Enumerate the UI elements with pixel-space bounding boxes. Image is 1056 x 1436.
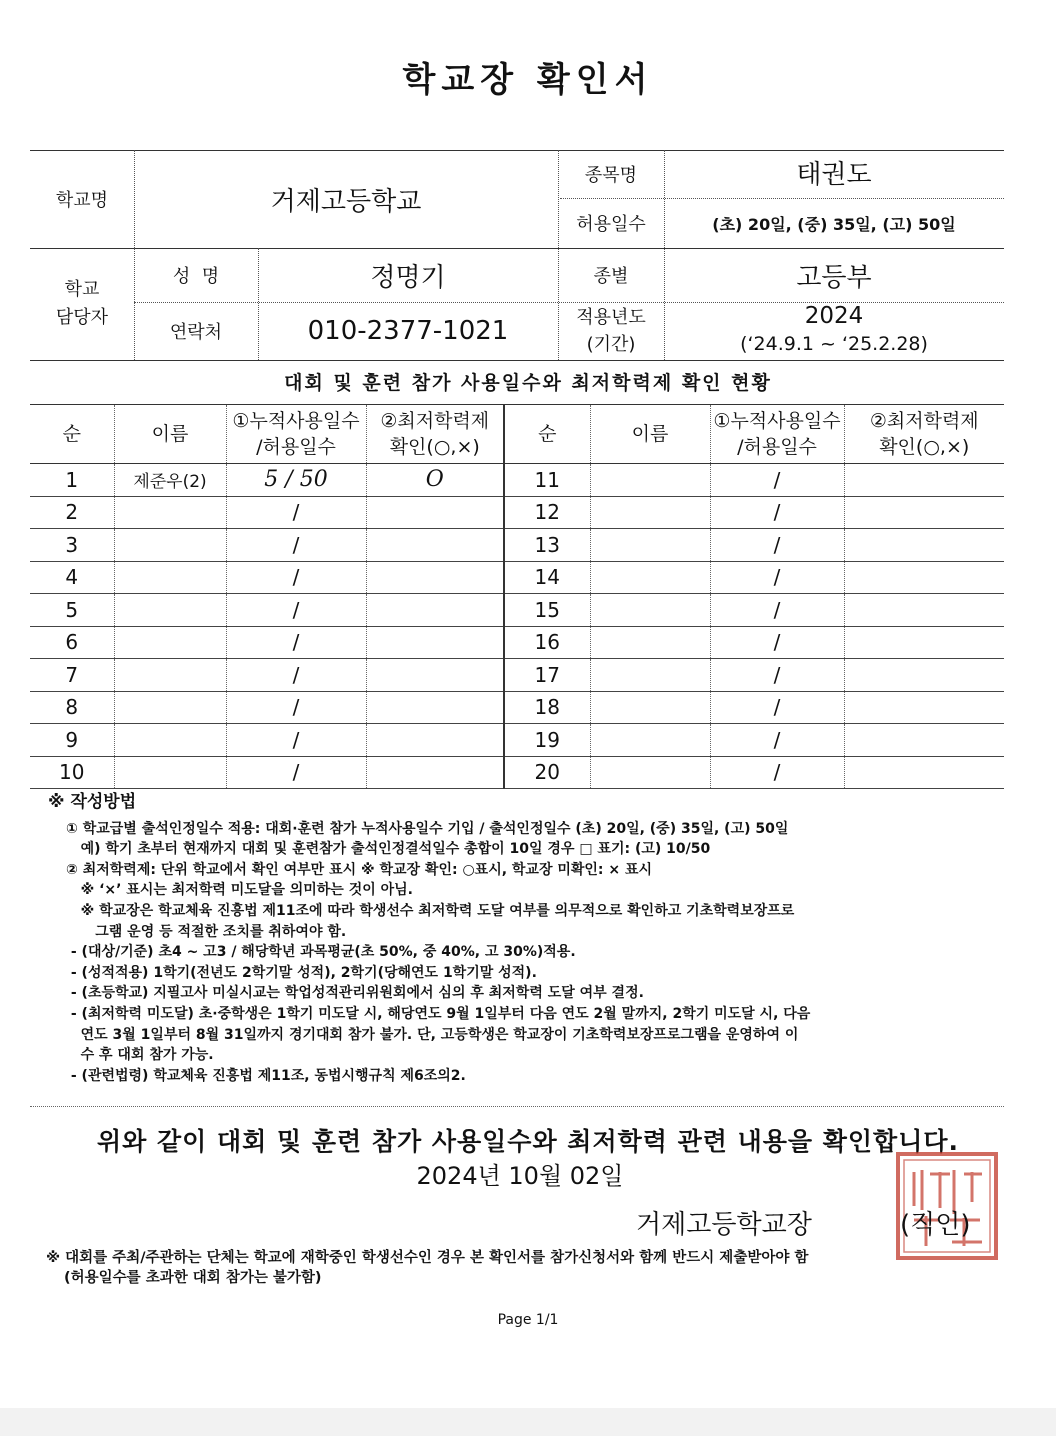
- row-days-cell: /: [226, 594, 366, 627]
- table-row: [30, 529, 1004, 562]
- row-no-cell: 19: [504, 724, 590, 757]
- table-row: [30, 561, 1004, 594]
- row-days-cell: /: [710, 529, 844, 562]
- footnote-line-2: (허용일수를 초과한 대회 참가는 불가함): [64, 1270, 322, 1286]
- row-name-cell: [114, 626, 226, 659]
- row-days-cell: /: [226, 724, 366, 757]
- row-days-cell: /: [710, 626, 844, 659]
- note-line: ※ 학교장은 학교체육 진흥법 제11조에 따라 학생선수 최저학력 도달 여부를 의무적으로 확인하고 기초학력보장프로: [66, 902, 795, 919]
- row-name-cell: [590, 724, 710, 757]
- row-check-cell: [366, 626, 504, 659]
- row-no-cell: 17: [504, 659, 590, 692]
- row-name-cell: [590, 561, 710, 594]
- row-check-cell: [844, 659, 1004, 692]
- col-no-2: 순: [504, 405, 590, 464]
- row-no-cell: 6: [30, 626, 114, 659]
- row-name-cell: [590, 659, 710, 692]
- row-name-cell: [114, 529, 226, 562]
- school-label: 학교명: [55, 190, 109, 211]
- row-no-cell: 7: [30, 659, 114, 692]
- row-check-cell: [844, 496, 1004, 529]
- row-check-cell: [844, 756, 1004, 789]
- row-days-cell: /: [710, 561, 844, 594]
- note-line: ※ ‘×’ 표시는 최저학력 미도달을 의미하는 것이 아님.: [66, 882, 413, 899]
- col-days-2: ①누적사용일수 /허용일수: [710, 405, 844, 464]
- row-name-cell: [114, 691, 226, 724]
- table-row: [30, 756, 1004, 789]
- row-name-cell: [590, 529, 710, 562]
- row-check-cell: [366, 659, 504, 692]
- row-days-cell: /: [226, 659, 366, 692]
- row-no-cell: 11: [504, 464, 590, 497]
- note-line: - (초등학교) 지필고사 미실시교는 학업성적관리위원회에서 심의 후 최저학력 도달 여부 결정.: [66, 985, 644, 1002]
- seal-label: (직인): [900, 1210, 971, 1240]
- row-days-cell: /: [710, 594, 844, 627]
- row-check-cell: [366, 756, 504, 789]
- row-name-cell: [590, 594, 710, 627]
- name-label: 성 명: [172, 266, 220, 287]
- row-days-cell: /: [226, 529, 366, 562]
- row-name-cell: 제준우(2): [114, 464, 226, 497]
- table-header-row: [30, 405, 1004, 464]
- year-label: 적용년도 (기간): [576, 307, 646, 355]
- row-days-cell: /: [710, 464, 844, 497]
- page-number: Page 1/1: [497, 1312, 559, 1328]
- row-name-cell: [114, 724, 226, 757]
- row-no-cell: 1: [30, 464, 114, 497]
- row-no-cell: 9: [30, 724, 114, 757]
- row-check-cell: [366, 594, 504, 627]
- row-days-cell: /: [226, 496, 366, 529]
- row-no-cell: 20: [504, 756, 590, 789]
- row-check-cell: [366, 561, 504, 594]
- row-no-cell: 18: [504, 691, 590, 724]
- row-no-cell: 3: [30, 529, 114, 562]
- note-line: - (성적적용) 1학기(전년도 2학기말 성적), 2학기(당해연도 1학기말 성적).: [66, 964, 537, 981]
- table-row: [30, 464, 1004, 497]
- school-value: 거제고등학교: [270, 186, 422, 217]
- row-name-cell: [590, 496, 710, 529]
- table-row: [30, 691, 1004, 724]
- document-title: 학교장 확인서: [402, 60, 654, 100]
- contact-value: 010-2377-1021: [307, 316, 509, 346]
- table-subtitle: 대회 및 훈련 참가 사용일수와 최저학력제 확인 현황: [284, 372, 772, 394]
- year-value: 2024: [804, 303, 864, 329]
- row-no-cell: 2: [30, 496, 114, 529]
- row-check-cell: [844, 594, 1004, 627]
- row-check-cell: [844, 691, 1004, 724]
- table-row: [30, 659, 1004, 692]
- name-value: 정명기: [370, 262, 446, 293]
- principal-name: 거제고등학교장: [636, 1210, 812, 1240]
- allowed-days-value: (초) 20일, (중) 35일, (고) 50일: [712, 214, 956, 234]
- row-no-cell: 13: [504, 529, 590, 562]
- note-line: 그램 운영 등 적절한 조치를 취하여야 함.: [66, 923, 347, 940]
- row-days-cell: 5 / 50: [226, 464, 366, 497]
- row-name-cell: [114, 561, 226, 594]
- row-no-cell: 8: [30, 691, 114, 724]
- row-check-cell: [366, 529, 504, 562]
- row-check-cell: [844, 561, 1004, 594]
- confirmation-statement: 위와 같이 대회 및 훈련 참가 사용일수와 최저학력 관련 내용을 확인합니다.: [96, 1127, 960, 1156]
- row-no-cell: 10: [30, 756, 114, 789]
- row-days-cell: /: [710, 659, 844, 692]
- athlete-table: [30, 404, 1004, 789]
- notes-heading: ※ 작성방법: [48, 792, 137, 812]
- row-days-cell: /: [710, 496, 844, 529]
- row-days-cell: /: [226, 561, 366, 594]
- row-name-cell: [590, 691, 710, 724]
- col-check: ②최저학력제 확인(○,×): [366, 405, 504, 464]
- note-line: - (대상/기준) 초4 ~ 고3 / 해당학년 과목평균(초 50%, 중 40%, 고 30%)적용.: [66, 944, 576, 961]
- note-line: 연도 3월 1일부터 8월 31일까지 경기대회 참가 불가. 단, 고등학생은 학교장이 기초학력보장프로그램을 운영하여 이: [66, 1026, 799, 1043]
- note-line: - (관련법령) 학교체육 진흥법 제11조, 동법시행규칙 제6조의2.: [66, 1067, 466, 1084]
- row-check-cell: [366, 724, 504, 757]
- table-row: [30, 626, 1004, 659]
- row-days-cell: /: [226, 756, 366, 789]
- row-name-cell: [114, 659, 226, 692]
- contact-label: 연락처: [169, 322, 223, 343]
- table-row: [30, 496, 1004, 529]
- col-check-2: ②최저학력제 확인(○,×): [844, 405, 1004, 464]
- row-name-cell: [590, 626, 710, 659]
- row-check-cell: O: [366, 464, 504, 497]
- row-check-cell: [844, 464, 1004, 497]
- col-name: 이름: [114, 405, 226, 464]
- row-no-cell: 5: [30, 594, 114, 627]
- row-days-cell: /: [226, 691, 366, 724]
- note-line: ① 학교급별 출석인정일수 적용: 대회·훈련 참가 누적사용일수 기입 / 출석인정일수 (초) 20일, (중) 35일, (고) 50일: [66, 820, 789, 837]
- row-days-cell: /: [710, 691, 844, 724]
- note-line: 수 후 대회 참가 가능.: [66, 1047, 214, 1064]
- col-name-2: 이름: [590, 405, 710, 464]
- row-no-cell: 14: [504, 561, 590, 594]
- row-name-cell: [590, 756, 710, 789]
- note-line: 예) 학기 초부터 현재까지 대회 및 훈련참가 출석인정결석일수 총합이 10일 경우 □ 표기: (고) 10/50: [66, 841, 711, 858]
- row-no-cell: 16: [504, 626, 590, 659]
- row-check-cell: [844, 724, 1004, 757]
- col-days: ①누적사용일수 /허용일수: [226, 405, 366, 464]
- allowed-days-label: 허용일수: [576, 214, 646, 235]
- category-label: 종별: [593, 266, 629, 287]
- issue-date: 2024년 10월 02일: [416, 1162, 624, 1190]
- row-name-cell: [114, 594, 226, 627]
- row-no-cell: 12: [504, 496, 590, 529]
- row-check-cell: [844, 529, 1004, 562]
- category-value: 고등부: [796, 262, 872, 293]
- row-no-cell: 4: [30, 561, 114, 594]
- row-days-cell: /: [710, 756, 844, 789]
- period-value: (‘24.9.1 ~ ‘25.2.28): [740, 333, 928, 355]
- note-line: - (최저학력 미도달) 초·중학생은 1학기 미도달 시, 해당연도 9월 1일부터 다음 연도 2월 말까지, 2학기 미도달 시, 다음: [66, 1005, 811, 1022]
- row-check-cell: [844, 626, 1004, 659]
- row-name-cell: [114, 496, 226, 529]
- row-days-cell: /: [710, 724, 844, 757]
- sport-label: 종목명: [584, 165, 638, 186]
- col-no: 순: [30, 405, 114, 464]
- row-days-cell: /: [226, 626, 366, 659]
- row-name-cell: [590, 464, 710, 497]
- table-row: [30, 594, 1004, 627]
- row-name-cell: [114, 756, 226, 789]
- writing-instructions: [48, 792, 952, 1086]
- sport-value: 태권도: [796, 159, 872, 190]
- header-info-grid: [30, 150, 1004, 362]
- row-no-cell: 15: [504, 594, 590, 627]
- row-check-cell: [366, 496, 504, 529]
- footnote-line-1: ※ 대회를 주최/주관하는 단체는 학교에 재학중인 학생선수인 경우 본 확인서를 참가신청서와 함께 반드시 제출받아야 함: [46, 1250, 809, 1266]
- row-check-cell: [366, 691, 504, 724]
- footnote: [46, 1248, 808, 1288]
- manager-label: 학교 담당자: [55, 279, 109, 328]
- note-line: ② 최저학력제: 단위 학교에서 확인 여부만 표시 ※ 학교장 확인: ○표시, 학교장 미확인: × 표시: [66, 861, 653, 878]
- table-row: [30, 724, 1004, 757]
